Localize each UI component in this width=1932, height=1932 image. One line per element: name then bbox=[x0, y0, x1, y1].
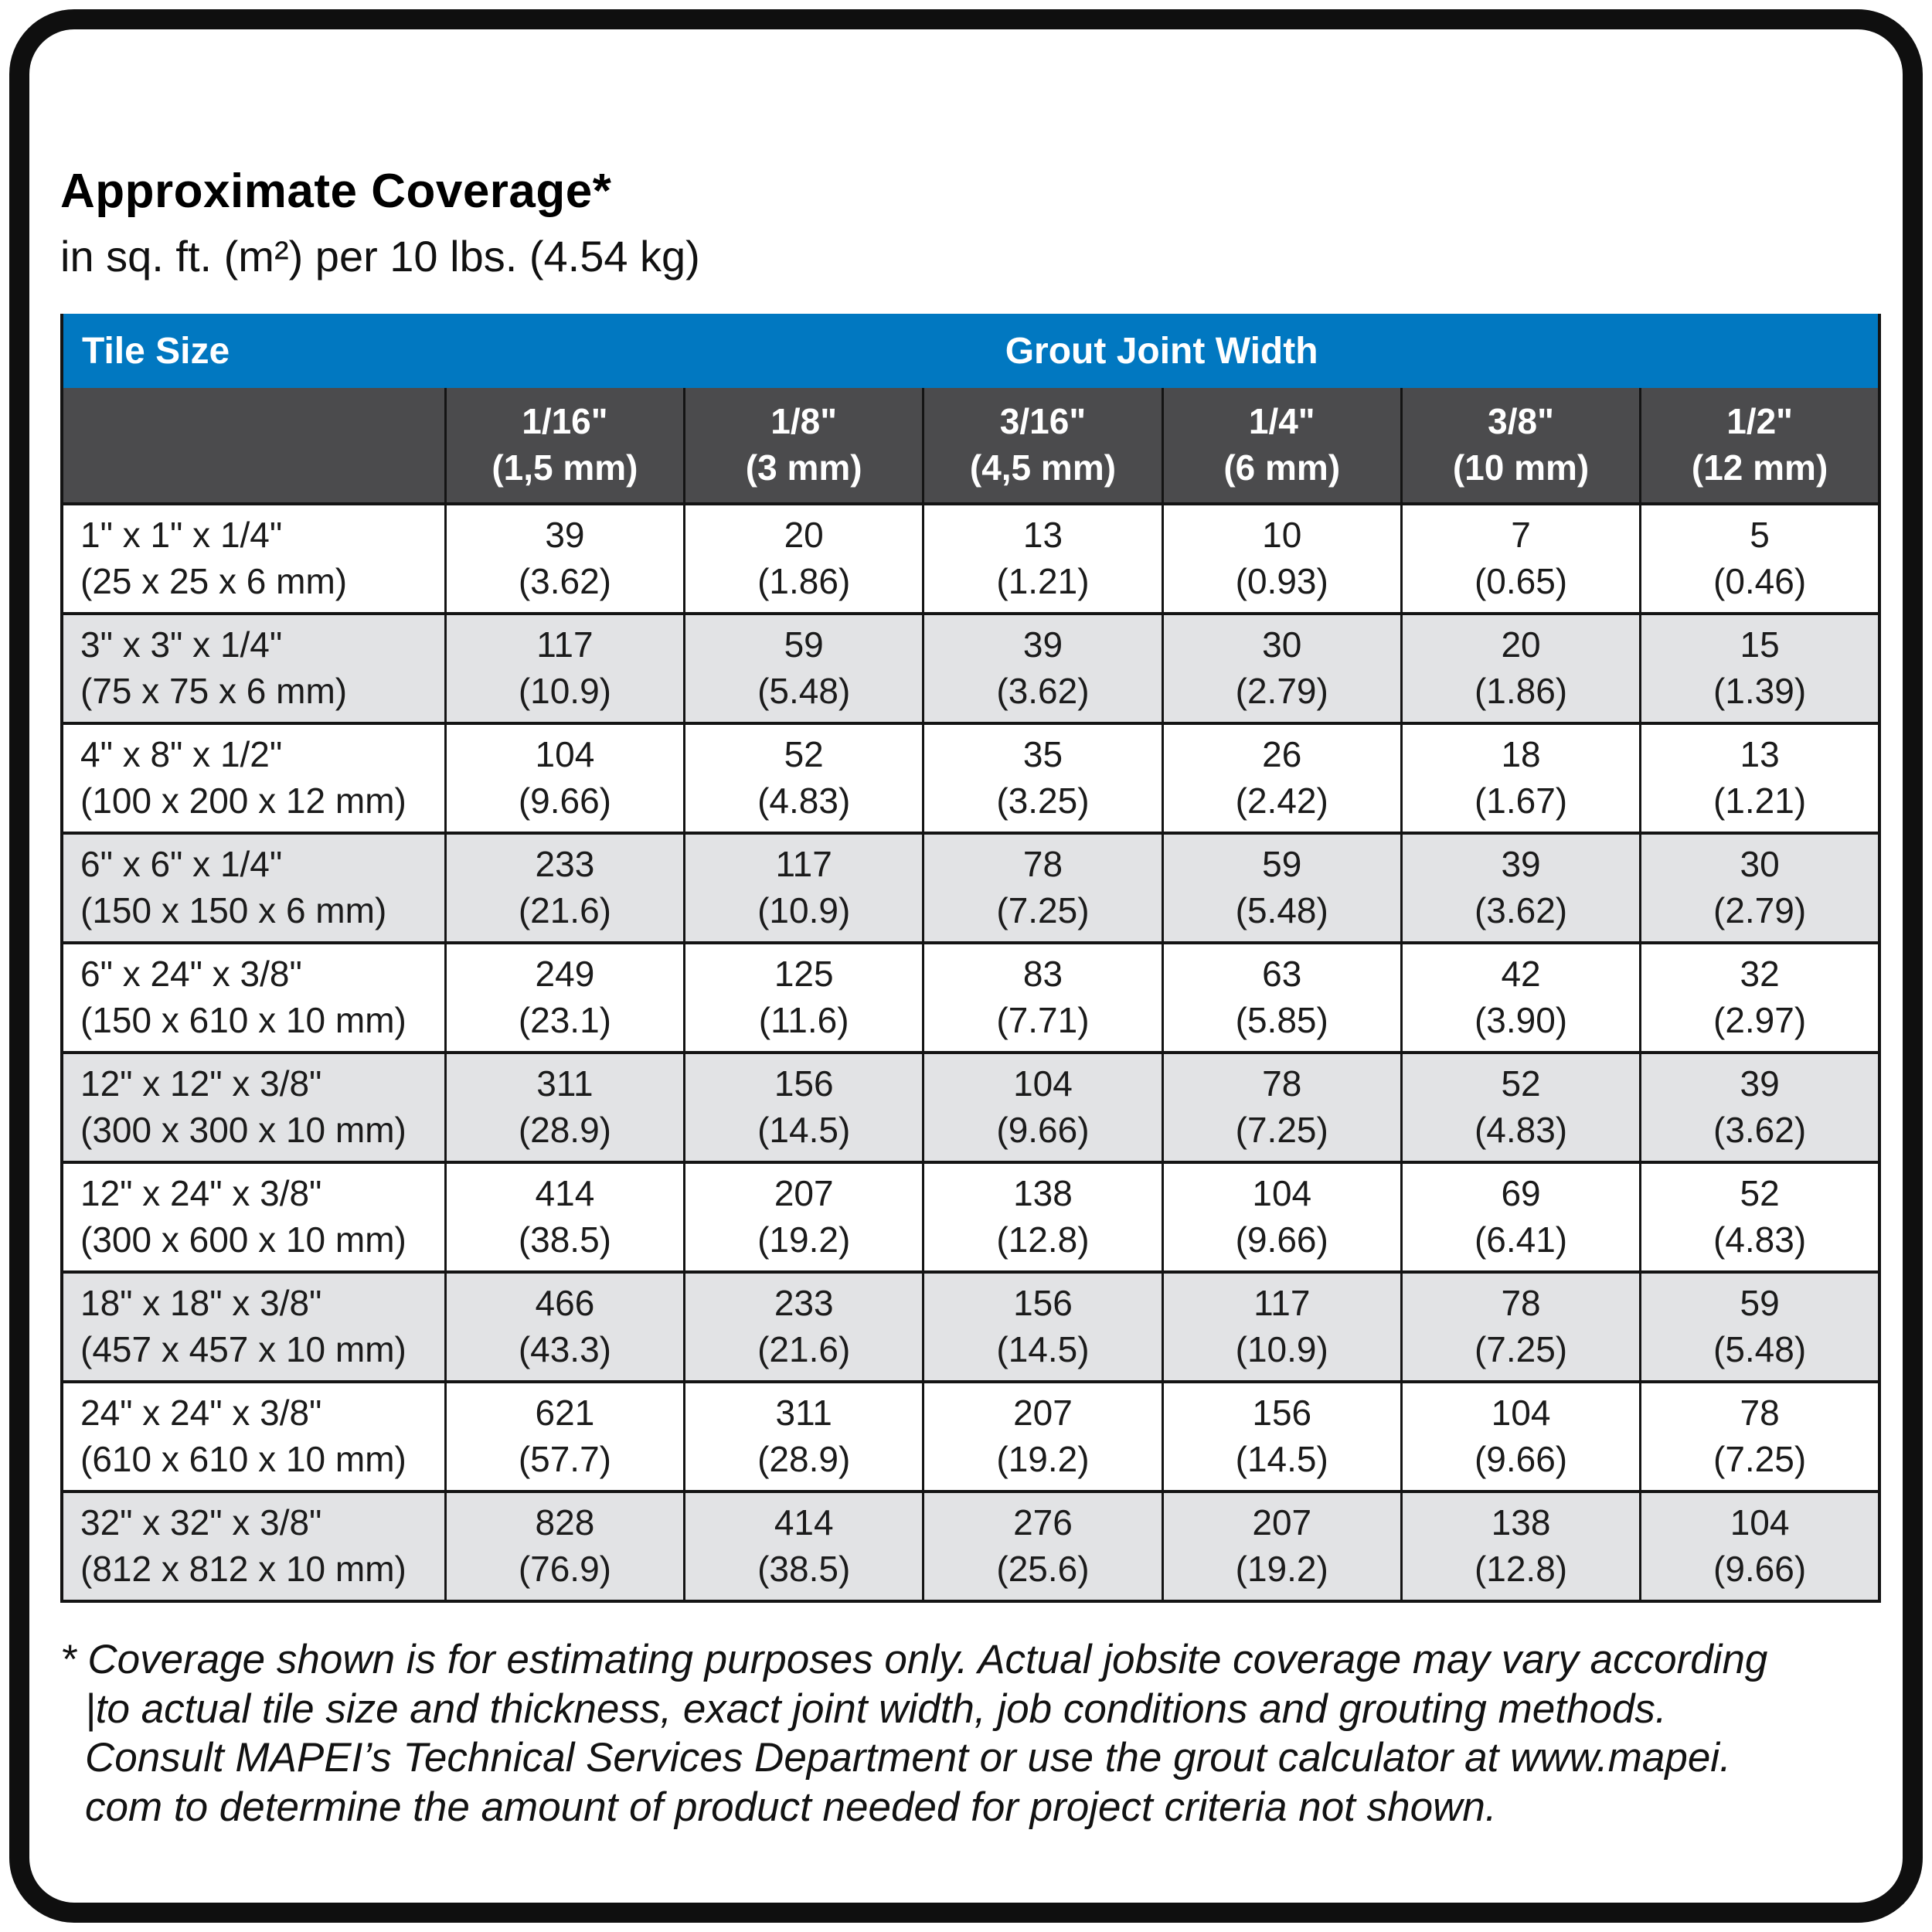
coverage-m2: (9.66) bbox=[1235, 1219, 1328, 1260]
coverage-m2: (3.62) bbox=[996, 671, 1090, 711]
coverage-cell bbox=[1401, 723, 1640, 833]
coverage-cell bbox=[1401, 1492, 1640, 1601]
coverage-sqft: 117 bbox=[536, 624, 594, 665]
coverage-sqft: 59 bbox=[1740, 1283, 1780, 1324]
coverage-cell bbox=[685, 943, 923, 1053]
column-header-1-8 bbox=[685, 388, 923, 504]
coverage-cell bbox=[1641, 1492, 1879, 1601]
tile-size-inches: 4" x 8" x 1/2" bbox=[80, 734, 283, 775]
page-content bbox=[60, 0, 1881, 1832]
tile-size-metric: (610 x 610 x 10 mm) bbox=[80, 1439, 406, 1479]
coverage-cell bbox=[923, 833, 1162, 943]
coverage-sqft: 32 bbox=[1740, 954, 1780, 995]
coverage-m2: (11.6) bbox=[758, 1000, 849, 1040]
coverage-m2: (3.62) bbox=[1713, 1110, 1807, 1150]
empty-corner-cell bbox=[62, 388, 445, 504]
coverage-sqft: 20 bbox=[784, 515, 824, 556]
coverage-m2: (12.8) bbox=[1474, 1549, 1568, 1589]
page-title: Approximate Coverage* bbox=[60, 165, 612, 218]
tile-size-metric: (25 x 25 x 6 mm) bbox=[80, 561, 348, 601]
coverage-cell bbox=[685, 1382, 923, 1492]
coverage-cell bbox=[1401, 1272, 1640, 1382]
footnote-line: |to actual tile size and thickness, exact joint width, job conditions and grouting methods. bbox=[85, 1685, 1667, 1732]
coverage-m2: (1.86) bbox=[1474, 671, 1568, 711]
coverage-sqft: 311 bbox=[536, 1063, 594, 1104]
coverage-sqft: 207 bbox=[1252, 1502, 1312, 1543]
coverage-cell bbox=[445, 1492, 684, 1601]
coverage-m2: (43.3) bbox=[518, 1329, 611, 1369]
tile-size-metric: (100 x 200 x 12 mm) bbox=[80, 781, 406, 821]
coverage-sqft: 125 bbox=[774, 954, 834, 995]
coverage-cell bbox=[923, 1382, 1162, 1492]
coverage-sqft: 39 bbox=[545, 515, 585, 556]
column-header-3-8 bbox=[1401, 388, 1640, 504]
table-group-header-row bbox=[62, 314, 1879, 388]
coverage-sqft: 828 bbox=[535, 1502, 595, 1543]
coverage-m2: (9.66) bbox=[1713, 1549, 1807, 1589]
tile-size-cell bbox=[62, 943, 445, 1053]
table-row bbox=[62, 1272, 1879, 1382]
column-header-inches: 1/4" bbox=[1248, 401, 1315, 442]
coverage-m2: (7.25) bbox=[1474, 1329, 1568, 1369]
coverage-m2: (21.6) bbox=[757, 1329, 851, 1369]
coverage-cell bbox=[1401, 943, 1640, 1053]
tile-size-inches: 24" x 24" x 3/8" bbox=[80, 1393, 322, 1434]
tile-size-cell bbox=[62, 504, 445, 614]
coverage-sqft: 39 bbox=[1740, 1063, 1780, 1104]
coverage-cell bbox=[445, 1272, 684, 1382]
coverage-m2: (7.25) bbox=[1713, 1439, 1807, 1479]
coverage-sqft: 18 bbox=[1501, 734, 1541, 775]
tile-size-inches: 12" x 24" x 3/8" bbox=[80, 1173, 322, 1214]
coverage-m2: (5.48) bbox=[757, 671, 851, 711]
coverage-cell bbox=[1401, 504, 1640, 614]
coverage-cell bbox=[1641, 504, 1879, 614]
coverage-m2: (10.9) bbox=[1235, 1329, 1328, 1369]
coverage-m2: (23.1) bbox=[518, 1000, 611, 1040]
column-header-3-16 bbox=[923, 388, 1162, 504]
coverage-m2: (14.5) bbox=[1235, 1439, 1328, 1479]
coverage-sqft: 30 bbox=[1262, 624, 1302, 665]
coverage-m2: (2.97) bbox=[1713, 1000, 1807, 1040]
coverage-cell bbox=[1401, 1053, 1640, 1162]
coverage-m2: (10.9) bbox=[518, 671, 611, 711]
tile-size-metric: (300 x 300 x 10 mm) bbox=[80, 1110, 406, 1150]
coverage-sqft: 621 bbox=[535, 1393, 595, 1434]
coverage-sqft: 117 bbox=[1253, 1283, 1311, 1324]
tile-size-metric: (457 x 457 x 10 mm) bbox=[80, 1329, 406, 1369]
coverage-sqft: 52 bbox=[1501, 1063, 1541, 1104]
table-row bbox=[62, 833, 1879, 943]
coverage-m2: (1.86) bbox=[757, 561, 851, 601]
coverage-sqft: 35 bbox=[1022, 734, 1063, 775]
coverage-m2: (9.66) bbox=[1474, 1439, 1568, 1479]
tile-size-cell bbox=[62, 1053, 445, 1162]
coverage-m2: (3.25) bbox=[996, 781, 1090, 821]
coverage-sqft: 39 bbox=[1022, 624, 1063, 665]
coverage-sqft: 78 bbox=[1740, 1393, 1780, 1434]
coverage-m2: (6.41) bbox=[1474, 1219, 1568, 1260]
coverage-sqft: 13 bbox=[1022, 515, 1063, 556]
coverage-m2: (76.9) bbox=[518, 1549, 611, 1589]
coverage-sqft: 156 bbox=[1013, 1283, 1073, 1324]
coverage-sqft: 78 bbox=[1501, 1283, 1541, 1324]
coverage-m2: (12.8) bbox=[996, 1219, 1090, 1260]
coverage-m2: (19.2) bbox=[1235, 1549, 1328, 1589]
coverage-m2: (2.42) bbox=[1235, 781, 1328, 821]
tile-size-inches: 18" x 18" x 3/8" bbox=[80, 1283, 322, 1324]
column-header-inches: 1/16" bbox=[522, 401, 608, 442]
coverage-cell bbox=[445, 723, 684, 833]
tile-size-cell bbox=[62, 1492, 445, 1601]
coverage-cell bbox=[1162, 504, 1401, 614]
tile-size-metric: (812 x 812 x 10 mm) bbox=[80, 1549, 406, 1589]
coverage-m2: (5.85) bbox=[1235, 1000, 1328, 1040]
coverage-m2: (4.83) bbox=[757, 781, 851, 821]
coverage-sqft: 104 bbox=[535, 734, 595, 775]
coverage-sqft: 138 bbox=[1013, 1173, 1073, 1214]
tile-size-cell bbox=[62, 1162, 445, 1272]
coverage-m2: (5.48) bbox=[1235, 890, 1328, 930]
tile-size-inches: 6" x 24" x 3/8" bbox=[80, 954, 302, 995]
coverage-cell bbox=[923, 614, 1162, 723]
coverage-cell bbox=[923, 723, 1162, 833]
coverage-cell bbox=[1641, 1053, 1879, 1162]
coverage-cell bbox=[923, 943, 1162, 1053]
coverage-sqft: 20 bbox=[1501, 624, 1541, 665]
coverage-m2: (14.5) bbox=[996, 1329, 1090, 1369]
coverage-sqft: 233 bbox=[774, 1283, 834, 1324]
coverage-sqft: 311 bbox=[775, 1393, 832, 1434]
coverage-sqft: 104 bbox=[1730, 1502, 1790, 1543]
table-column-header-row bbox=[62, 388, 1879, 504]
coverage-cell bbox=[685, 1162, 923, 1272]
coverage-cell bbox=[1641, 723, 1879, 833]
coverage-sqft: 7 bbox=[1511, 515, 1531, 556]
coverage-sqft: 207 bbox=[774, 1173, 834, 1214]
coverage-sqft: 156 bbox=[774, 1063, 834, 1104]
coverage-sqft: 78 bbox=[1262, 1063, 1302, 1104]
coverage-table-body bbox=[62, 504, 1879, 1601]
footnote-line: Consult MAPEI’s Technical Services Department or use the grout calculator at www.mapei. bbox=[85, 1735, 1731, 1781]
coverage-sqft: 10 bbox=[1262, 515, 1302, 556]
coverage-cell bbox=[1641, 943, 1879, 1053]
coverage-sqft: 39 bbox=[1501, 844, 1541, 885]
coverage-cell bbox=[923, 1272, 1162, 1382]
coverage-cell bbox=[1162, 943, 1401, 1053]
coverage-cell bbox=[923, 1162, 1162, 1272]
coverage-cell bbox=[445, 1382, 684, 1492]
tile-size-header: Tile Size bbox=[62, 314, 445, 388]
coverage-cell bbox=[445, 504, 684, 614]
coverage-sqft: 104 bbox=[1252, 1173, 1312, 1214]
coverage-sqft: 63 bbox=[1262, 954, 1302, 995]
coverage-cell bbox=[1641, 1162, 1879, 1272]
coverage-sqft: 59 bbox=[1262, 844, 1302, 885]
coverage-cell bbox=[445, 943, 684, 1053]
coverage-cell bbox=[445, 1162, 684, 1272]
coverage-sqft: 83 bbox=[1022, 954, 1063, 995]
coverage-m2: (0.65) bbox=[1474, 561, 1568, 601]
coverage-m2: (3.62) bbox=[518, 561, 611, 601]
grout-joint-width-header: Grout Joint Width bbox=[445, 314, 1879, 388]
footnote bbox=[60, 1635, 1881, 1832]
coverage-m2: (25.6) bbox=[996, 1549, 1090, 1589]
tile-size-cell bbox=[62, 723, 445, 833]
coverage-m2: (28.9) bbox=[757, 1439, 851, 1479]
coverage-m2: (4.83) bbox=[1474, 1110, 1568, 1150]
coverage-m2: (1.39) bbox=[1713, 671, 1807, 711]
coverage-m2: (14.5) bbox=[757, 1110, 851, 1150]
coverage-cell bbox=[685, 1492, 923, 1601]
coverage-m2: (3.62) bbox=[1474, 890, 1568, 930]
column-header-1-4 bbox=[1162, 388, 1401, 504]
coverage-sqft: 42 bbox=[1501, 954, 1541, 995]
column-header-inches: 1/8" bbox=[770, 401, 838, 442]
coverage-m2: (1.21) bbox=[996, 561, 1090, 601]
coverage-cell bbox=[923, 504, 1162, 614]
coverage-m2: (21.6) bbox=[518, 890, 611, 930]
coverage-m2: (28.9) bbox=[518, 1110, 611, 1150]
footnote-line: * Coverage shown is for estimating purposes only. Actual jobsite coverage may vary according bbox=[60, 1637, 1768, 1682]
coverage-m2: (19.2) bbox=[996, 1439, 1090, 1479]
coverage-m2: (1.21) bbox=[1713, 781, 1807, 821]
coverage-m2: (38.5) bbox=[518, 1219, 611, 1260]
coverage-m2: (0.93) bbox=[1235, 561, 1328, 601]
tile-size-cell bbox=[62, 1272, 445, 1382]
coverage-cell bbox=[1162, 833, 1401, 943]
coverage-cell bbox=[1162, 1272, 1401, 1382]
coverage-sqft: 414 bbox=[774, 1502, 834, 1543]
coverage-cell bbox=[685, 723, 923, 833]
column-header-metric: (3 mm) bbox=[745, 447, 862, 488]
coverage-sqft: 156 bbox=[1252, 1393, 1312, 1434]
tile-size-metric: (150 x 150 x 6 mm) bbox=[80, 890, 387, 930]
coverage-sqft: 233 bbox=[535, 844, 595, 885]
column-header-inches: 1/2" bbox=[1726, 401, 1793, 442]
coverage-cell bbox=[445, 833, 684, 943]
coverage-cell bbox=[1401, 614, 1640, 723]
coverage-sqft: 13 bbox=[1740, 734, 1780, 775]
tile-size-metric: (75 x 75 x 6 mm) bbox=[80, 671, 348, 711]
coverage-cell bbox=[1162, 1053, 1401, 1162]
coverage-m2: (1.67) bbox=[1474, 781, 1568, 821]
column-header-1-2 bbox=[1641, 388, 1879, 504]
page-subtitle: in sq. ft. (m²) per 10 lbs. (4.54 kg) bbox=[60, 232, 700, 281]
coverage-sqft: 52 bbox=[1740, 1173, 1780, 1214]
tile-size-cell bbox=[62, 833, 445, 943]
coverage-m2: (0.46) bbox=[1713, 561, 1807, 601]
coverage-m2: (4.83) bbox=[1713, 1219, 1807, 1260]
tile-size-cell bbox=[62, 1382, 445, 1492]
column-header-inches: 3/8" bbox=[1488, 401, 1554, 442]
coverage-cell bbox=[1641, 833, 1879, 943]
coverage-cell bbox=[1162, 723, 1401, 833]
coverage-table bbox=[60, 314, 1881, 1603]
tile-size-inches: 1" x 1" x 1/4" bbox=[80, 515, 283, 556]
coverage-cell bbox=[1641, 614, 1879, 723]
coverage-sqft: 15 bbox=[1740, 624, 1780, 665]
tile-size-inches: 12" x 12" x 3/8" bbox=[80, 1063, 322, 1104]
coverage-cell bbox=[1162, 1382, 1401, 1492]
coverage-cell bbox=[1641, 1272, 1879, 1382]
coverage-m2: (9.66) bbox=[996, 1110, 1090, 1150]
coverage-sqft: 30 bbox=[1740, 844, 1780, 885]
coverage-m2: (9.66) bbox=[518, 781, 611, 821]
coverage-cell bbox=[1162, 614, 1401, 723]
coverage-m2: (7.25) bbox=[1235, 1110, 1328, 1150]
column-header-metric: (10 mm) bbox=[1452, 447, 1590, 488]
coverage-sqft: 59 bbox=[784, 624, 824, 665]
column-header-metric: (12 mm) bbox=[1691, 447, 1828, 488]
footnote-line: com to determine the amount of product needed for project criteria not shown. bbox=[85, 1784, 1497, 1830]
tile-size-metric: (300 x 600 x 10 mm) bbox=[80, 1219, 406, 1260]
coverage-sqft: 52 bbox=[784, 734, 824, 775]
column-header-metric: (4,5 mm) bbox=[969, 447, 1117, 488]
coverage-cell bbox=[685, 1053, 923, 1162]
coverage-sqft: 5 bbox=[1750, 515, 1770, 556]
tile-size-inches: 32" x 32" x 3/8" bbox=[80, 1502, 322, 1543]
coverage-m2: (38.5) bbox=[757, 1549, 851, 1589]
column-header-metric: (6 mm) bbox=[1223, 447, 1341, 488]
coverage-sqft: 414 bbox=[535, 1173, 595, 1214]
coverage-cell bbox=[923, 1492, 1162, 1601]
column-header-metric: (1,5 mm) bbox=[492, 447, 638, 488]
table-row bbox=[62, 1492, 1879, 1601]
coverage-sqft: 104 bbox=[1013, 1063, 1073, 1104]
coverage-sqft: 207 bbox=[1013, 1393, 1073, 1434]
coverage-cell bbox=[1401, 833, 1640, 943]
coverage-cell bbox=[1401, 1162, 1640, 1272]
coverage-sqft: 26 bbox=[1262, 734, 1302, 775]
coverage-m2: (7.71) bbox=[996, 1000, 1090, 1040]
coverage-m2: (10.9) bbox=[757, 890, 851, 930]
coverage-m2: (57.7) bbox=[518, 1439, 611, 1479]
tile-size-cell bbox=[62, 614, 445, 723]
coverage-cell bbox=[445, 614, 684, 723]
table-row bbox=[62, 614, 1879, 723]
coverage-sqft: 466 bbox=[535, 1283, 595, 1324]
table-row bbox=[62, 1162, 1879, 1272]
coverage-sqft: 78 bbox=[1022, 844, 1063, 885]
coverage-sqft: 138 bbox=[1491, 1502, 1551, 1543]
table-row bbox=[62, 1382, 1879, 1492]
coverage-m2: (2.79) bbox=[1235, 671, 1328, 711]
coverage-sqft: 69 bbox=[1501, 1173, 1541, 1214]
coverage-sqft: 117 bbox=[775, 844, 832, 885]
table-row bbox=[62, 1053, 1879, 1162]
tile-size-metric: (150 x 610 x 10 mm) bbox=[80, 1000, 406, 1040]
coverage-cell bbox=[923, 1053, 1162, 1162]
coverage-cell bbox=[1401, 1382, 1640, 1492]
tile-size-inches: 6" x 6" x 1/4" bbox=[80, 844, 283, 885]
coverage-cell bbox=[1162, 1492, 1401, 1601]
coverage-cell bbox=[685, 833, 923, 943]
coverage-m2: (7.25) bbox=[996, 890, 1090, 930]
coverage-sqft: 276 bbox=[1013, 1502, 1073, 1543]
coverage-m2: (2.79) bbox=[1713, 890, 1807, 930]
coverage-cell bbox=[1641, 1382, 1879, 1492]
coverage-cell bbox=[445, 1053, 684, 1162]
coverage-m2: (3.90) bbox=[1474, 1000, 1568, 1040]
coverage-cell bbox=[1162, 1162, 1401, 1272]
coverage-m2: (19.2) bbox=[757, 1219, 851, 1260]
tile-size-inches: 3" x 3" x 1/4" bbox=[80, 624, 283, 665]
coverage-m2: (5.48) bbox=[1713, 1329, 1807, 1369]
table-row bbox=[62, 504, 1879, 614]
coverage-sqft: 249 bbox=[535, 954, 595, 995]
coverage-cell bbox=[685, 614, 923, 723]
coverage-cell bbox=[685, 1272, 923, 1382]
column-header-1-16 bbox=[445, 388, 684, 504]
coverage-sqft: 104 bbox=[1491, 1393, 1551, 1434]
table-row bbox=[62, 723, 1879, 833]
coverage-cell bbox=[685, 504, 923, 614]
table-row bbox=[62, 943, 1879, 1053]
column-header-inches: 3/16" bbox=[999, 401, 1087, 442]
